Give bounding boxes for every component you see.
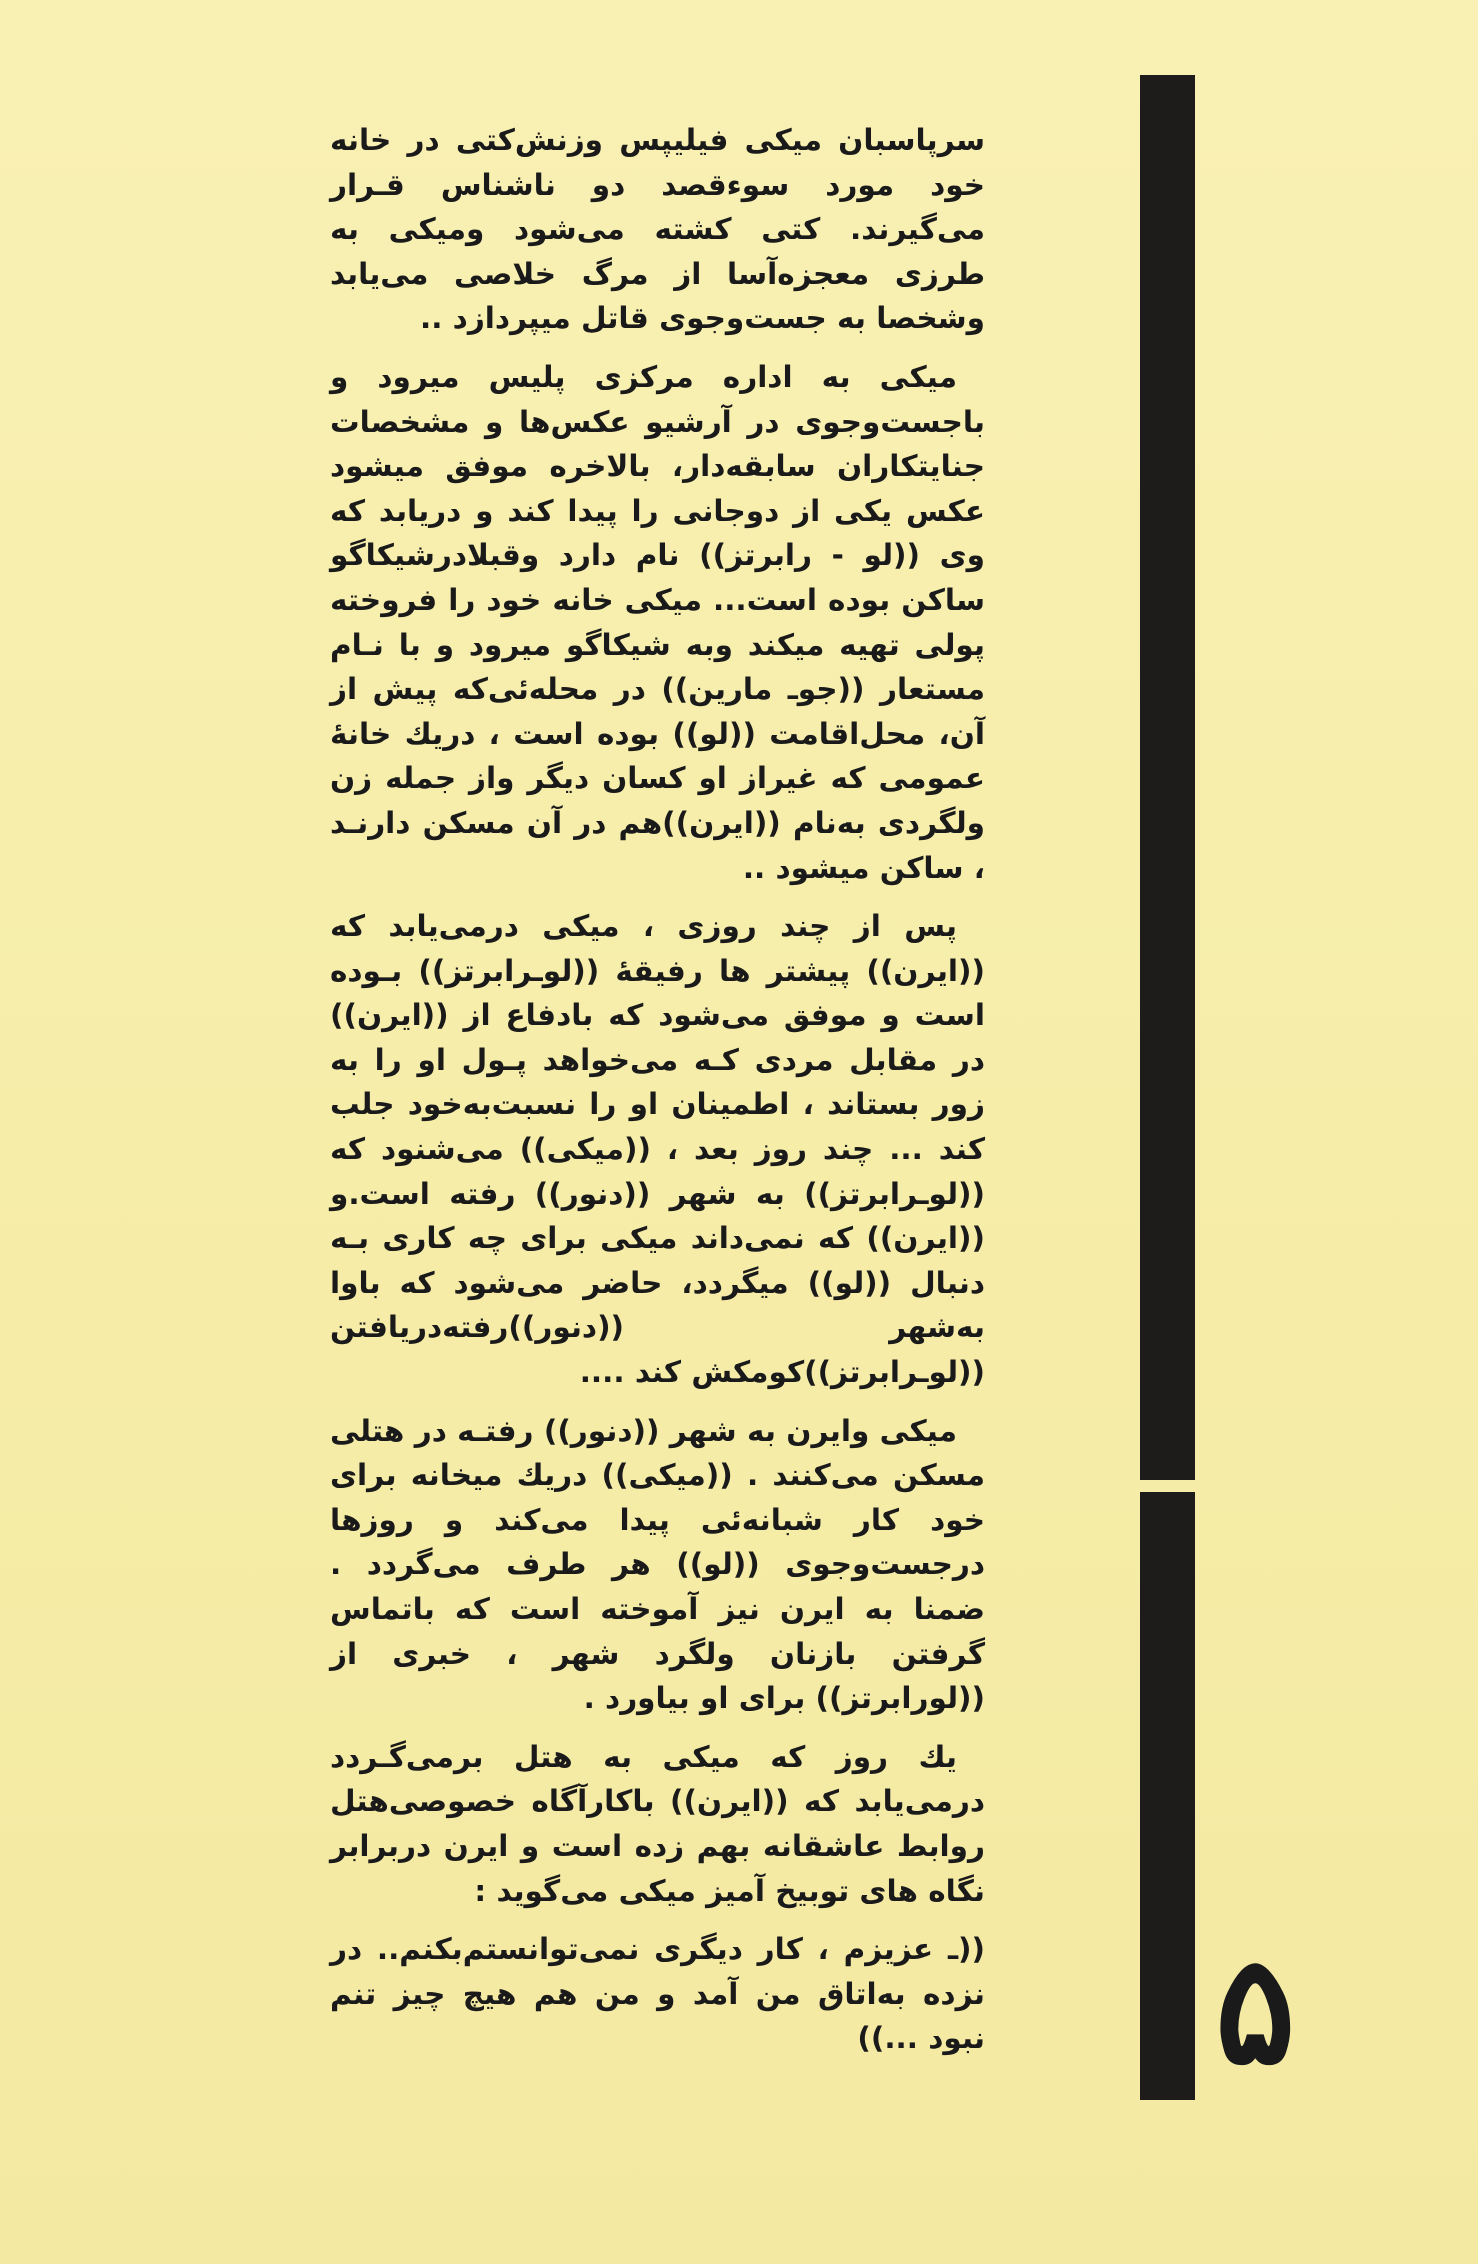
paragraph-1: سرپاسبان میکی فیلیپس وزنش‌کتی در خانه خود مورد سوءقصد دو ناشناس قـرار می‌گیرند. کتی کشته می‌شود ومیکی به طرزی معجزه‌آسا از مرگ خلاصی می‌یابد وشخصا به جست‌وجوی قاتل میپردازد .. <box>330 123 985 336</box>
article-text <box>330 118 985 2056</box>
paragraph-6-quote: ((ـ عزیزم ، کار دیگری نمی‌توانستم‌بکنم.. در نزده به‌اتاق من آمد و من هم هیچ چیز تنم نبود ...)) <box>330 1932 985 2056</box>
paragraph-4: میکی وایرن به شهر ((دنور)) رفتـه در هتلی مسکن می‌کنند . ((میکی)) دریك میخانه برای خود کار شبانه‌ئی پیدا می‌کند و روزها درجست‌وجوی ((لو)) هر طرف می‌گردد . ضمنا به ایرن نیز آموخته است که باتماس گرفتن بازنان ولگرد شهر ، خبری از ((لورابرتز)) برای او بیاورد . <box>330 1413 985 1716</box>
page-number: ۵ <box>1215 1922 1296 2098</box>
paragraph-2: میکی به اداره مرکزی پلیس میرود و باجست‌وجوی در آرشیو عکس‌ها و مشخصات جنایتکاران سابقه‌دار، بالاخره موفق میشود عکس یکی از دوجانی را پیدا کند و دریابد که وی ((لو - رابرتز)) نام دارد وقبلادرشیکاگو ساکن بوده است... میکی خانه خود را فروخته پولی تهیه میکند وبه شیکاگو میرود و با نـام مستعار ((جوـ مارین)) در محله‌ئی‌که پیش از آن، محل‌اقامت ((لو)) بوده است ، دریك خانۀ عمومی که غیراز او کسان دیگر واز جمله زن ولگردی به‌نام ((ایرن))هم در آن مسکن دارنـد ، ساکن میشود .. <box>330 359 985 885</box>
vertical-rule-bottom <box>1140 1492 1195 2100</box>
paragraph-5: یك روز که میکی به هتل برمی‌گـردد درمی‌یابد که ((ایرن)) باکارآگاه خصوصی‌هتل روابط عاشقانه بهم زده است و ایرن دربرابر نگاه های توبیخ آمیز میکی می‌گوید : <box>330 1739 985 1908</box>
vertical-rule-top <box>1140 75 1195 1480</box>
paragraph-3: پس از چند روزی ، میکی درمی‌یابد که ((ایرن)) پیشتر ها رفیقۀ ((لوـرابرتز)) بـوده است و موفق می‌شود که بادفاع از ((ایرن)) در مقابل مردی کـه می‌خواهد پـول او را به زور بستاند ، اطمینان او را نسبت‌به‌خود جلب کند ... چند روز بعد ، ((میکی)) می‌شنود که ((لوـرابرتز)) به شهر ((دنور)) رفته است.و ((ایرن)) که نمی‌داند میکی برای چه کاری بـه دنبال ((لو)) میگردد، حاضر می‌شود که باوا به‌شهر ((دنور))رفته‌دریافتن ((لوـرابرتز))کومکش کند .... <box>330 909 985 1390</box>
